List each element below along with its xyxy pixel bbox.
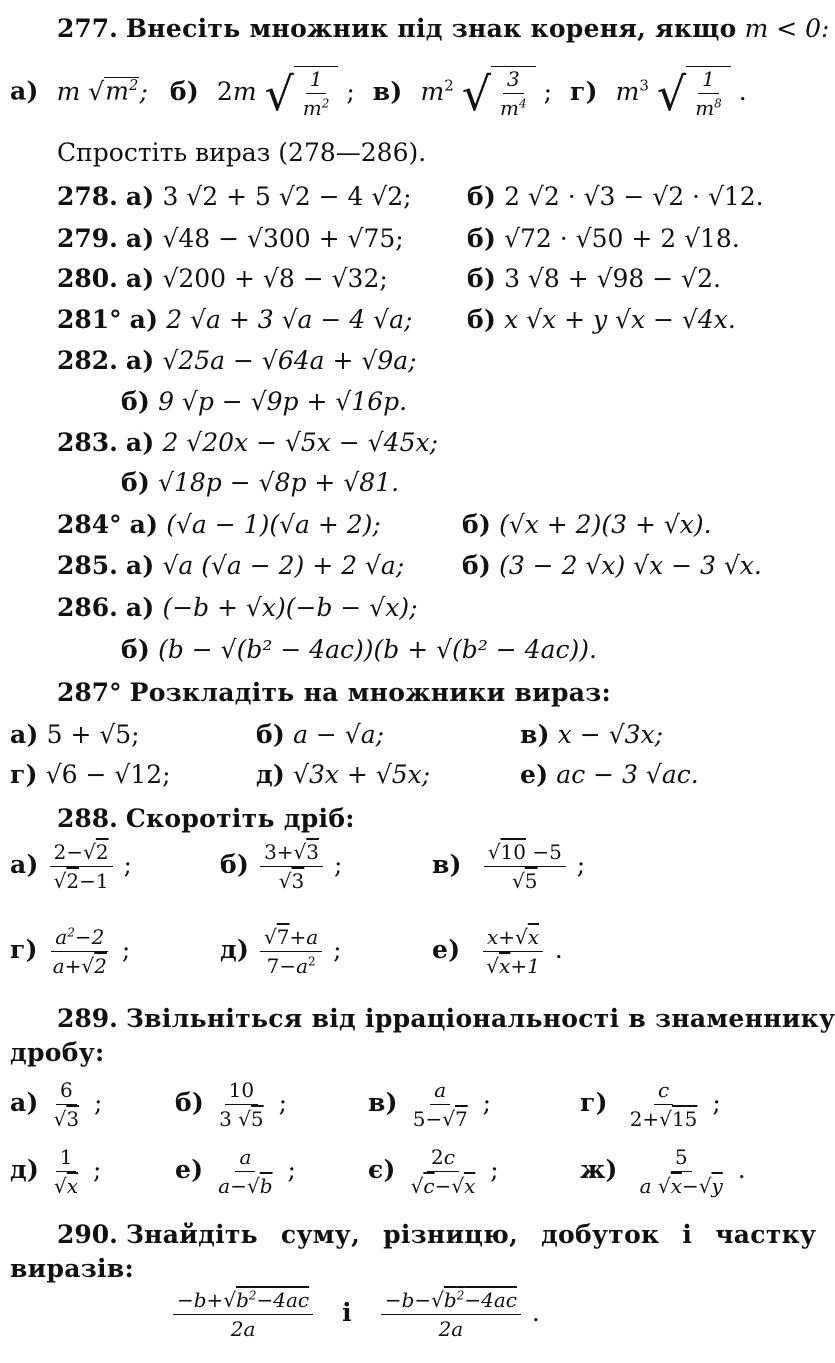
fraction-288a: $\frac{2-√2}{√2-1}$ [50, 840, 113, 893]
problem-number: 278. [57, 182, 118, 211]
fraction-289ye: $\frac{2c}{√c-√x}$ [410, 1145, 476, 1198]
problem-288-row2-d: д) $\frac{√7+a}{7-a^2}$ ; [220, 925, 342, 978]
expr-282b: 9 √p − √9p + √16p. [158, 387, 408, 416]
label-a: а) [129, 510, 159, 539]
problem-289-row1-b: б) $\frac{10}{3 √5}$ ; [175, 1078, 287, 1131]
problem-number: 286. [57, 593, 118, 622]
problem-281 [57, 305, 412, 334]
label-b: б) [121, 387, 151, 416]
problem-290-expressions: $\frac{-b+√b^2-4ac}{2a}$ і $\frac{-b-√b^2-4ac}{2a}$ . [170, 1288, 540, 1341]
problem-283-b [121, 468, 399, 497]
problem-288-row1: а) $\frac{2-√2}{√2-1}$ ; [10, 840, 132, 893]
expr-277v: $m^2$ √ $\frac{3}{m^4}$ ; [420, 66, 553, 121]
label-b: б) [467, 182, 497, 211]
problem-283 [57, 428, 438, 457]
expr-285a: √a (√a − 2) + 2 √a; [162, 551, 405, 580]
problem-number: 287° [57, 678, 122, 707]
expr-281a: 2 √a + 3 √a − 4 √a; [166, 305, 413, 334]
label-b: б) [462, 551, 492, 580]
fraction-288d: $\frac{√7+a}{7-a^2}$ [260, 925, 322, 978]
problem-287-row1-v [520, 720, 663, 749]
label-b: б) [175, 1088, 205, 1117]
label-a: а) [10, 76, 39, 106]
expr-284b: (√x + 2)(3 + √x). [499, 510, 712, 539]
problem-number: 277. [57, 14, 118, 43]
problem-286-b [121, 635, 597, 664]
problem-text: Звільніться від ірраціональності в знаменнику [125, 1004, 835, 1033]
label-a: а) [10, 850, 39, 879]
problem-285-b [462, 551, 762, 580]
expr-280a: √200 + √8 − √32; [162, 264, 388, 293]
label-e: е) [520, 760, 549, 789]
problem-289-row1-g: г) $\frac{c}{2+√15}$ ; [580, 1078, 721, 1131]
fraction-290-first: $\frac{-b+√b^2-4ac}{2a}$ [173, 1288, 313, 1341]
problem-287-row2-d [256, 760, 430, 789]
problem-284-b [462, 510, 712, 539]
label-d: д) [220, 935, 250, 964]
problem-289-row2-ye: є) $\frac{2c}{√c-√x}$ ; [368, 1145, 499, 1198]
problem-text: Скоротіть дріб: [125, 804, 355, 833]
fraction-289v: $\frac{a}{5-√7}$ [412, 1078, 468, 1131]
label-e: е) [432, 935, 461, 964]
problem-number: 289. [57, 1004, 118, 1033]
problem-287-heading [57, 678, 611, 707]
problem-288-row1-v: в) $\frac{√10 -5}{√5}$ ; [432, 840, 586, 893]
problem-condition: m < 0: [744, 14, 830, 43]
label-a: а) [10, 1088, 39, 1117]
expr-279a: √48 − √300 + √75; [162, 224, 404, 253]
problem-286 [57, 593, 418, 622]
problem-290-heading-cont: виразів: [10, 1254, 135, 1283]
label-g: г) [580, 1088, 608, 1117]
problem-289-row2-zh: ж) $\frac{5}{a √x-√y}$ . [580, 1145, 746, 1198]
expr-286a: (−b + √x)(−b − √x); [162, 593, 418, 622]
problem-number: 284° [57, 510, 122, 539]
label-b: б) [467, 305, 497, 334]
problem-288-row2-e: е) $\frac{x+√x}{√x+1}$ . [432, 925, 563, 978]
problem-290-heading [57, 1220, 816, 1249]
label-ye: є) [368, 1155, 396, 1184]
expr-278b: 2 √2 · √3 − √2 · √12. [504, 182, 764, 211]
problem-number: 282. [57, 346, 118, 375]
problem-287-row2-e [520, 760, 699, 789]
problem-number: 283. [57, 428, 118, 457]
problem-text: Внесіть множник під знак кореня, якщо [125, 14, 737, 43]
problem-282 [57, 346, 417, 375]
problem-278 [57, 182, 412, 211]
problem-278-b [467, 182, 764, 211]
fraction-289a: $\frac{6}{√3}$ [53, 1078, 80, 1131]
problem-288-row2: г) $\frac{a^2-2}{a+√2}$ ; [10, 925, 131, 978]
label-a: а) [125, 264, 155, 293]
label-b: б) [220, 850, 250, 879]
label-b: б) [169, 76, 199, 106]
label-a: а) [125, 224, 155, 253]
problem-279 [57, 224, 404, 253]
problem-number: 279. [57, 224, 118, 253]
fraction-288g: $\frac{a^2-2}{a+√2}$ [52, 925, 107, 978]
fraction-288e: $\frac{x+√x}{√x+1}$ [482, 925, 544, 978]
label-a: а) [129, 305, 159, 334]
problem-277-heading [57, 14, 829, 43]
label-v: в) [372, 76, 403, 106]
problem-287-row1-b [256, 720, 384, 749]
fraction-289d: $\frac{1}{√x}$ [54, 1145, 79, 1198]
problem-280-b [467, 264, 721, 293]
label-a: а) [125, 551, 155, 580]
problem-287-row1 [10, 720, 140, 749]
label-b: б) [121, 468, 151, 497]
problem-number: 290. [57, 1220, 118, 1249]
expr-284a: (√a − 1)(√a + 2); [166, 510, 381, 539]
problem-279-b [467, 224, 740, 253]
problem-289-row2-e: е) $\frac{a}{a-√b}$ ; [175, 1145, 296, 1198]
label-b: б) [121, 635, 151, 664]
expr-285b: (3 − 2 √x) √x − 3 √x. [499, 551, 762, 580]
label-v: в) [432, 850, 462, 879]
expr-287e: ac − 3 √ac. [556, 760, 699, 789]
expr-287b: a − √a; [293, 720, 385, 749]
expr-281b: x √x + y √x − √4x. [504, 305, 736, 334]
expr-287g: √6 − √12; [45, 760, 171, 789]
fraction-288v: $\frac{√10 -5}{√5}$ [484, 840, 566, 893]
label-zh: ж) [580, 1155, 618, 1184]
problem-289-heading [57, 1004, 835, 1033]
simplify-heading: Спростіть вираз (278—286). [57, 138, 427, 167]
problem-text: Розкладіть на множники вираз: [129, 678, 612, 707]
label-v: в) [520, 720, 550, 749]
expr-280b: 3 √8 + √98 − √2. [504, 264, 721, 293]
fraction-290-second: $\frac{-b-√b^2-4ac}{2a}$ [381, 1288, 521, 1341]
problem-288-row1-b: б) $\frac{3+√3}{√3}$ ; [220, 840, 343, 893]
expr-277g: $m^3$ √ $\frac{1}{m^8}$ . [615, 66, 747, 121]
fraction-289g: $\frac{c}{2+√15}$ [629, 1078, 698, 1131]
problem-number: 281° [57, 305, 122, 334]
problem-text: Знайдіть суму, різницю, добуток і частку [125, 1220, 817, 1249]
fraction-289zh: $\frac{5}{a √x-√y}$ [639, 1145, 723, 1198]
label-b: б) [467, 224, 497, 253]
expr-287a: 5 + √5; [46, 720, 140, 749]
fraction-289e: $\frac{a}{a-√b}$ [218, 1145, 273, 1198]
problem-287-row2 [10, 760, 171, 789]
problem-number: 288. [57, 804, 118, 833]
problem-284 [57, 510, 381, 539]
label-d: д) [256, 760, 286, 789]
problem-289-heading-cont: дробу: [10, 1038, 105, 1067]
fraction-288b: $\frac{3+√3}{√3}$ [260, 840, 323, 893]
label-a: а) [125, 428, 155, 457]
expr-277a: m $√m^2$; [56, 76, 148, 106]
label-a: а) [125, 182, 155, 211]
label-g: г) [10, 935, 38, 964]
expr-282a: √25a − √64a + √9a; [162, 346, 417, 375]
problem-281-b [467, 305, 736, 334]
problem-277-items [10, 66, 747, 120]
label-b: б) [256, 720, 286, 749]
label-e: е) [175, 1155, 204, 1184]
label-a: а) [10, 720, 39, 749]
problem-289-row1-v: в) $\frac{a}{5-√7}$ ; [368, 1078, 492, 1131]
label-a: а) [125, 346, 155, 375]
expr-283b: √18p − √8p + √81. [158, 468, 400, 497]
expr-287v: x − √3x; [557, 720, 664, 749]
expr-287d: √3x + √5x; [293, 760, 431, 789]
label-v: в) [368, 1088, 398, 1117]
label-a: а) [125, 593, 155, 622]
conjunction: і [342, 1298, 352, 1327]
problem-number: 280. [57, 264, 118, 293]
expr-286b: (b − √(b² − 4ac))(b + √(b² − 4ac)). [158, 635, 597, 664]
expr-283a: 2 √20x − √5x − √45x; [162, 428, 439, 457]
problem-282-b [121, 387, 407, 416]
label-g: г) [569, 76, 598, 106]
problem-285 [57, 551, 404, 580]
label-g: г) [10, 760, 38, 789]
label-d: д) [10, 1155, 40, 1184]
problem-280 [57, 264, 388, 293]
expr-279b: √72 · √50 + 2 √18. [504, 224, 740, 253]
label-b: б) [462, 510, 492, 539]
problem-288-heading [57, 804, 355, 833]
expr-277b: 2m √ $\frac{1}{m^2}$ ; [216, 66, 355, 121]
label-b: б) [467, 264, 497, 293]
problem-289-row2: д) $\frac{1}{√x}$ ; [10, 1145, 102, 1198]
problem-289-row1: а) $\frac{6}{√3}$ ; [10, 1078, 103, 1131]
problem-number: 285. [57, 551, 118, 580]
expr-278a: 3 √2 + 5 √2 − 4 √2; [162, 182, 412, 211]
fraction-289b: $\frac{10}{3 √5}$ [219, 1078, 264, 1131]
